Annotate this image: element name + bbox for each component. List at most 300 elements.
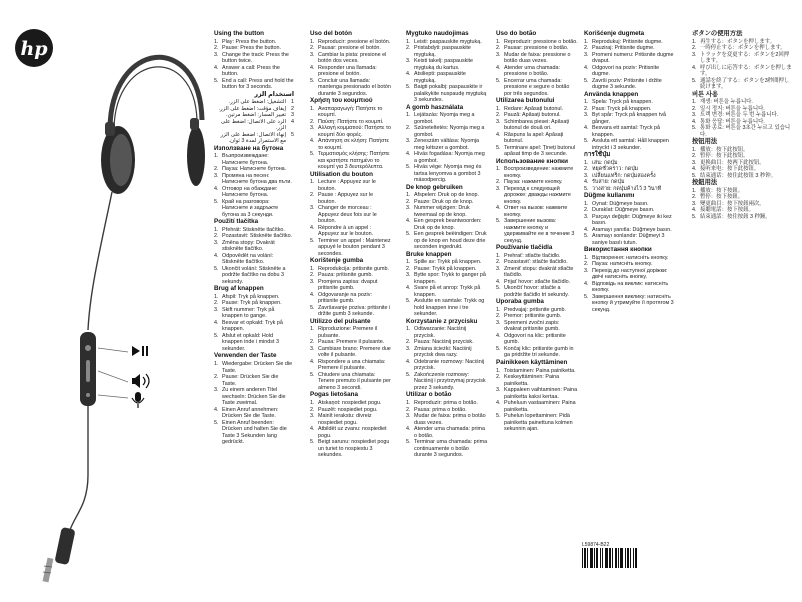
step-item [214, 199, 294, 219]
step-text: Play: Press the button. [222, 38, 277, 45]
step-number: 5. [406, 371, 411, 378]
step-number: 3. [214, 306, 219, 313]
step-number: 3. [406, 205, 411, 212]
step-text: Pausar: pressione o botão. [504, 45, 569, 52]
step-text: 播放：按下按鈕。 [700, 187, 744, 194]
step-text: Pausa: Premere il pulsante. [318, 339, 385, 346]
step-number: 1. [310, 265, 315, 272]
step-number: 2. [406, 265, 411, 272]
step-text: Atsiliepti: paspauskite mygtuką. [414, 71, 466, 84]
step-number: 5. [496, 77, 501, 84]
step-number: 3. [406, 58, 411, 65]
step-number: 2. [310, 272, 315, 279]
step-number: 2. [406, 45, 411, 52]
section-title: Використання кнопки [584, 246, 652, 254]
step-text: Pristabdyti: paspauskite mygtuką. [414, 45, 471, 58]
step-text: Přehrát: Stiskněte tlačítko. [222, 226, 285, 233]
step-item [584, 125, 676, 138]
right-earcup [187, 118, 205, 186]
step-number: 2. [406, 125, 411, 132]
step-text: Pauza: pritisnite gumb. [318, 272, 373, 279]
step-number: 3. [406, 272, 411, 279]
section-title: Korzystanie z przycisku [406, 317, 478, 325]
step-text: Besvara ett samtal: Tryck på knappen. [592, 125, 661, 138]
section [584, 30, 676, 91]
step-number: 2. [584, 105, 589, 112]
step-number: 4. [310, 291, 315, 298]
step-number: 1. [406, 38, 411, 45]
step-number: 1. [496, 105, 501, 112]
step-number: 4. [310, 64, 315, 71]
step-number: 3. [496, 51, 501, 58]
step-text: Pauziraj: Pritisnite dugme. [592, 45, 655, 52]
step-number: 4. [584, 226, 589, 233]
section-title: Použití tlačítka [214, 218, 259, 226]
step-number: 3. [310, 205, 315, 212]
step-item [214, 186, 294, 199]
step-text: เปลี่ยนแทร็ก: กดปุ่มสองครั้ง [592, 172, 656, 179]
step-text: Mudar de faixa: pressione o botão duas vezes. [504, 51, 571, 65]
step-text: Nummer wijzigen: Druk tweemaal op de knop. [414, 205, 470, 218]
step-text: Pauzēt: nospiediet pogu. [318, 406, 378, 413]
step-item [310, 413, 392, 426]
headset-illustration [0, 0, 210, 602]
audio-plug [43, 527, 76, 582]
step-number: 4. [692, 166, 697, 173]
step-text: Changer de morceau : Appuyez deux fois sur le bouton. [318, 205, 377, 225]
step-text: Kappaleen vaihtaminen: Paina painiketta kaksi kertaa. [504, 387, 578, 400]
step-text: Baigti pokalbį: paspauskite ir palaikykite nuspaudę mygtuką 3 sekundes. [414, 84, 487, 104]
step-text: Край на разговора: Натиснете и задръжте бутона за 3 секунди. [222, 198, 279, 218]
step-item [214, 65, 294, 78]
section-title: Korištenje gumba [310, 257, 364, 265]
step-text: Een gesprek beantwoorden: Druk op de knop. [414, 218, 482, 231]
text-column-4 [496, 30, 578, 590]
step-number: 3. [496, 387, 501, 394]
step-item [406, 346, 488, 359]
step-number: 4. [310, 358, 315, 365]
step-item [310, 125, 392, 138]
step-text: Reproduzir: pressione o botão. [504, 38, 578, 45]
step-number: 3. [584, 51, 589, 58]
step-item [310, 65, 392, 78]
step-number: 1. [310, 38, 315, 45]
section [406, 391, 488, 458]
section [692, 30, 792, 91]
step-number: 4. [214, 319, 219, 326]
step-text: Ответ на вызов: нажмите кнопку. [504, 205, 568, 218]
step-text: Отговор на обаждане: Натиснете бутона. [222, 185, 278, 199]
step-text: Відтворення: натисніть кнопку. [592, 254, 669, 261]
step-text: เล่น: กดปุ่ม [592, 159, 618, 166]
step-text: Afslut et opkald: Hold knappen inde i mindst 3 sekunder. [222, 332, 279, 352]
step-number: 4. [584, 64, 589, 71]
section [692, 179, 792, 220]
section-title: Brug af knappen [214, 285, 264, 293]
step-text: End a call: Press and hold the button for 3 seconds. [222, 77, 294, 91]
step-text: 暫停：按下按鈕。 [700, 194, 744, 201]
step-number: 2. [214, 45, 219, 52]
step-number: 4. [692, 207, 697, 214]
step-number: 2. [584, 45, 589, 52]
step-text: Mudar de faixa: prima o botão duas vezes. [414, 413, 486, 426]
step-number: 1. [406, 192, 411, 199]
section [214, 91, 294, 145]
step-number: 1. [406, 112, 411, 119]
section-title: Utilizzo del pulsante [310, 317, 371, 325]
step-text: Einen Anruf beenden: Drücken und halten Sie die Taste 3 Sekunden lang gedrückt. [222, 419, 287, 446]
step-item [406, 84, 488, 104]
step-text: Zeneszám váltása: Nyomja meg kétszer a gombot. [414, 138, 480, 151]
step-text: Lejátszás: Nyomja meg a gombot. [414, 112, 475, 125]
step-number: 5. [406, 439, 411, 446]
step-number: 1 [291, 99, 294, 106]
section-title: Düğme kullanımı [584, 192, 635, 200]
step-number: 1. [496, 367, 501, 374]
step-text: Pause : Appuyez sur le bouton. [318, 192, 374, 205]
step-item [692, 214, 792, 221]
step-text: Redare: Apăsați butonul. [504, 105, 564, 112]
step-text: Перехід до наступної доріжки: двічі натисніть кнопку. [592, 267, 668, 281]
section-title: Uso del botón [310, 30, 352, 37]
step-number: 2. [310, 192, 315, 199]
step-text: Répondre à un appel : Appuyez sur le bouton. [318, 224, 374, 238]
step-text: Responder una llamada: presione el botón. [318, 64, 377, 78]
step-text: Spremeni zvočni zapis: dvakrat pritisnite gumb. [504, 319, 560, 333]
step-number: 4. [584, 125, 589, 132]
step-text: Zmiana ścieżki: Naciśnij przycisk dwa razy. [414, 345, 472, 359]
step-item [584, 268, 676, 281]
step-number: 4. [496, 64, 501, 71]
step-number: 4. [214, 252, 219, 259]
step-number: 3. [692, 51, 697, 58]
section-title: Používanie tlačidla [496, 244, 553, 252]
step-number: 1. [214, 293, 219, 300]
barcode-number: L59874-B22 [582, 542, 610, 548]
step-text: Prijať hovor: stlačte tlačidlo. [504, 278, 571, 285]
step-number: 1. [584, 99, 589, 106]
step-text: Пауза: натисніть кнопку. [592, 261, 653, 268]
section-title: Painikkeen käyttäminen [496, 358, 568, 366]
step-item [496, 119, 578, 132]
step-number: 2 [291, 105, 294, 112]
step-number: 2. [310, 118, 315, 125]
step-item [214, 153, 294, 166]
step-text: トラックを変更する：ボタンを2回押します。 [700, 51, 790, 65]
step-text: Končaj klic: pritisnite gumb in ga pridržite tri sekunde. [504, 345, 574, 359]
step-item [310, 225, 392, 238]
step-number: 5. [496, 345, 501, 352]
step-text: Skift nummer: Tryk på knappen to gange. [222, 306, 275, 320]
step-text: Pozastaviť: stlačte tlačidlo. [504, 259, 568, 266]
step-text: Schimbarea piesei: Apăsați butonul de două ori. [504, 118, 570, 132]
step-text: Szüneteltetés: Nyomja meg a gombot. [414, 125, 485, 138]
section-title: 按鈕用法 [692, 179, 718, 187]
step-text: หยุดชั่วคราว: กดปุ่ม [592, 166, 639, 173]
step-item [584, 78, 676, 91]
section [584, 91, 676, 152]
step-text: Pauză: Apăsați butonul. [504, 112, 561, 119]
step-item [496, 166, 578, 179]
step-number: 3 [291, 112, 294, 119]
step-item [214, 119, 294, 132]
step-number: 5. [584, 233, 589, 240]
step-text: Cambiare brano: Premere due volte il pulsante. [318, 345, 391, 359]
step-number: 4. [406, 358, 411, 365]
text-column-1 [214, 30, 294, 590]
step-item [310, 305, 392, 318]
step-number: 3. [692, 159, 697, 166]
step-item [584, 138, 676, 151]
step-text: Besvar et opkald: Tryk på knappen. [222, 319, 283, 333]
step-number: 4 [291, 118, 294, 125]
step-number: 5. [214, 419, 219, 426]
step-text: Keisti takelį: paspauskite mygtuką du kartus. [414, 58, 474, 71]
step-item [496, 65, 578, 78]
step-text: Avslutte en samtale: Trykk og hold knappen inne i tre sekunder. [414, 298, 485, 318]
step-number: 3. [310, 51, 315, 58]
step-text: 통화 종료: 버튼을 3초간 누르고 있습니다. [700, 125, 791, 138]
section [406, 184, 488, 251]
step-number: 1. [406, 400, 411, 407]
step-number: 3. [496, 118, 501, 125]
step-item [214, 52, 294, 65]
step-text: 呼び出しに応答する：ボタンを押します。 [700, 64, 792, 78]
step-text: Puhelun lopettaminen: Pidä painiketta painettuna kolmen sekunnin ajan. [504, 413, 573, 433]
step-item [214, 253, 294, 266]
step-text: 一時停止する：ボタンを押します。 [700, 45, 786, 52]
step-text: Aramayı yanıtla: Düğmeye basın. [592, 226, 672, 233]
section [406, 251, 488, 318]
section [214, 218, 294, 285]
step-text: Spille av: Trykk på knappen. [414, 259, 482, 266]
step-text: Afspelen: Druk op de knop. [414, 192, 480, 199]
step-number: 3. [584, 112, 589, 119]
step-number: 1. [214, 38, 219, 45]
step-text: Zmeniť stopu: dvakrát stlačte tlačidlo. [504, 265, 574, 279]
section [310, 257, 392, 318]
step-text: Bytte spor: Trykk to ganger på knappen. [414, 272, 486, 285]
step-text: Lecture : Appuyez sur le bouton. [318, 179, 376, 192]
volume-icon [132, 374, 149, 388]
step-text: Odgovaranje na poziv: pritisnite gumb. [318, 291, 372, 305]
step-text: Възпроизвеждане: Натиснете бутона. [222, 153, 269, 166]
step-text: Predvajaj: pritisnite gumb. [504, 306, 567, 313]
step-item [406, 272, 488, 285]
step-text: Αναπαραγωγή: Πατήστε το κουμπί. [318, 105, 383, 119]
step-item [496, 333, 578, 346]
step-text: Terminer un appel : Maintenez appuyé le bouton pendant 3 secondes. [318, 237, 391, 257]
step-text: 暂停：按下此按钮。 [700, 153, 749, 160]
step-text: Terminare apel: Țineți butonul apăsat timp de 3 secunde. [504, 144, 576, 158]
left-earcup [101, 122, 135, 194]
step-text: 通話を終了する：ボタンを3秒間押し続けます。 [700, 77, 790, 91]
step-item [214, 266, 294, 286]
step-number: 2. [496, 112, 501, 119]
step-number: 2. [310, 406, 315, 413]
step-number: 3. [496, 265, 501, 272]
step-number: 1. [310, 105, 315, 112]
section-title: Използване на бутона [214, 144, 284, 152]
inline-remote [80, 332, 128, 406]
step-item [496, 285, 578, 298]
step-number: 4. [406, 151, 411, 158]
step-text: Pausar: presione el botón. [318, 45, 381, 52]
step-text: Переход к следующей дорожке: дважды нажмите кнопку. [504, 185, 571, 205]
step-number: 2. [496, 179, 501, 186]
step-text: Răspuns la apel: Apăsați butonul. [504, 131, 564, 145]
step-text: 재생: 버튼을 누릅니다. [700, 99, 753, 106]
step-text: Завершение вызова: нажмите кнопку и удерживайте ее в течение 3 секунд. [504, 218, 575, 244]
step-item [496, 400, 578, 413]
step-number: 2. [584, 166, 589, 173]
step-item [406, 372, 488, 392]
step-item [584, 281, 676, 294]
step-number: 4. [496, 131, 501, 138]
section [310, 318, 392, 392]
step-number: 1. [310, 179, 315, 186]
step-item [584, 233, 676, 246]
step-text: إنهاء الاتصال: اضغط على الزر مع الاستمرار لمدة 3 ثوان. [220, 131, 286, 145]
section-title: Mygtuko naudojimas [406, 30, 469, 37]
step-text: إيقاف مؤقت: اضغط على الزر. [218, 105, 286, 112]
step-number: 5. [496, 144, 501, 151]
step-text: Pause: Drücken Sie die Taste. [222, 374, 279, 387]
step-item [406, 45, 488, 58]
step-text: Pause: Trykk på knappen. [414, 265, 477, 272]
step-text: Промяна на песен: Натиснете бутона два пъти. [222, 172, 292, 186]
step-number: 2. [214, 300, 219, 307]
step-item [692, 78, 792, 91]
step-item [406, 164, 488, 184]
section-title: Verwenden der Taste [214, 352, 277, 360]
step-number: 5. [692, 77, 697, 84]
step-item [406, 125, 488, 138]
step-item [692, 125, 792, 138]
step-item [310, 346, 392, 359]
section [310, 30, 392, 97]
step-item [406, 285, 488, 298]
step-number: 1. [214, 361, 219, 368]
section [310, 171, 392, 258]
step-text: Oynat: Düğmeye basın. [592, 200, 649, 207]
text-column-2 [310, 30, 392, 590]
step-number: 1. [584, 38, 589, 45]
step-item [310, 359, 392, 372]
step-item [496, 387, 578, 400]
step-item [692, 52, 792, 65]
section-title: Uso do botão [496, 30, 537, 37]
step-item [310, 439, 392, 459]
step-text: 更换曲目：按两下此按钮。 [700, 159, 765, 166]
step-text: Odgovori na poziv: Pritisnite dugme. [592, 64, 660, 78]
step-text: Reproducir: presione el botón. [318, 38, 391, 45]
step-number: 5. [496, 218, 501, 225]
section [496, 244, 578, 298]
step-text: Atender uma chamada: pressione o botão. [504, 64, 561, 78]
step-number: 5. [214, 332, 219, 339]
step-number: 2. [310, 45, 315, 52]
step-text: 接聽電話：按下按鈕。 [700, 207, 754, 214]
step-item [310, 106, 392, 119]
step-number: 5. [692, 172, 697, 179]
step-number: 2. [406, 198, 411, 205]
step-item [310, 192, 392, 205]
step-number: 3. [214, 172, 219, 179]
step-number: 5. [496, 285, 501, 292]
step-text: Mainīt ierakstu: divreiz nospiediet pogu. [318, 413, 372, 426]
step-number: 5. [310, 77, 315, 84]
step-number: 1. [214, 153, 219, 160]
step-item [496, 320, 578, 333]
step-item [214, 333, 294, 353]
section-title: Uporaba gumba [496, 298, 544, 306]
step-number: 4. [310, 224, 315, 231]
step-item [214, 420, 294, 446]
step-number: 2. [214, 374, 219, 381]
step-number: 2. [214, 233, 219, 240]
step-text: تغيير المسار: اضغط مرتين. [225, 112, 286, 119]
step-number: 1. [310, 326, 315, 333]
step-number: 5. [310, 151, 315, 158]
section-title: Utilizar o botão [406, 391, 452, 399]
step-number: 5. [692, 213, 697, 220]
step-number: 1. [692, 146, 697, 153]
step-text: 일시 정지: 버튼을 누릅니다. [700, 105, 765, 112]
step-text: Een gesprek beëindigen: Druk op de knop en houd deze drie seconden ingedrukt. [414, 231, 487, 251]
step-number: 2. [496, 313, 501, 320]
step-item [310, 426, 392, 439]
step-item [406, 138, 488, 151]
step-text: Aramayı sonlandır: Düğmeyi 3 saniye basılı tutun. [592, 233, 665, 246]
step-number: 3. [406, 138, 411, 145]
step-text: Puheluun vastaaminen: Paina painiketta. [504, 400, 576, 413]
step-text: Hívás vége: Nyomja meg és tartsa lenyomva a gombot 3 másodpercig. [414, 164, 482, 184]
step-number: 1. [692, 38, 697, 45]
step-number: 2. [692, 153, 697, 160]
step-item [406, 112, 488, 125]
step-text: Завершення виклику: натисніть кнопку й утримуйте її протягом 3 секунд. [592, 293, 674, 313]
step-item [496, 413, 578, 433]
step-number: 1. [692, 187, 697, 194]
section [496, 30, 578, 97]
step-text: Paus: Tryck på knappen. [592, 105, 652, 112]
section [214, 352, 294, 445]
step-item [406, 218, 488, 231]
step-number: 3. [584, 267, 589, 274]
step-text: Spela: Tryck på knappen. [592, 99, 653, 106]
section [496, 359, 578, 433]
step-text: Reprodukuj: Pritisnite dugme. [592, 38, 663, 45]
step-text: Αλλαγή κομματιού: Πατήστε το κουμπί δύο φορές. [318, 125, 391, 138]
step-text: Reprodukcija: pritisnite gumb. [318, 265, 390, 272]
step-text: Τερματισμός κλήσης: Πατήστε και κρατήστε πατημένο το κουμπί για 3 δευτερόλεπτα. [318, 151, 390, 171]
step-number: 5 [291, 131, 294, 138]
step-number: 5. [214, 265, 219, 272]
step-number: 5. [496, 413, 501, 420]
section-title: ボタンの使用方法 [692, 30, 743, 37]
section [214, 30, 294, 91]
step-text: Beigt sarunu: nospiediet pogu un turiet to nospiestu 3 sekundes. [318, 439, 390, 459]
step-number: 5. [406, 231, 411, 238]
step-text: Afspil: Tryk på knappen. [222, 293, 280, 300]
section-title: Использование кнопки [496, 157, 569, 165]
step-number: 5. [310, 237, 315, 244]
section-title: Χρήση του κουμπιού [310, 97, 373, 105]
section-title: Bruke knappen [406, 250, 452, 258]
barcode [582, 548, 644, 568]
step-item [310, 326, 392, 339]
